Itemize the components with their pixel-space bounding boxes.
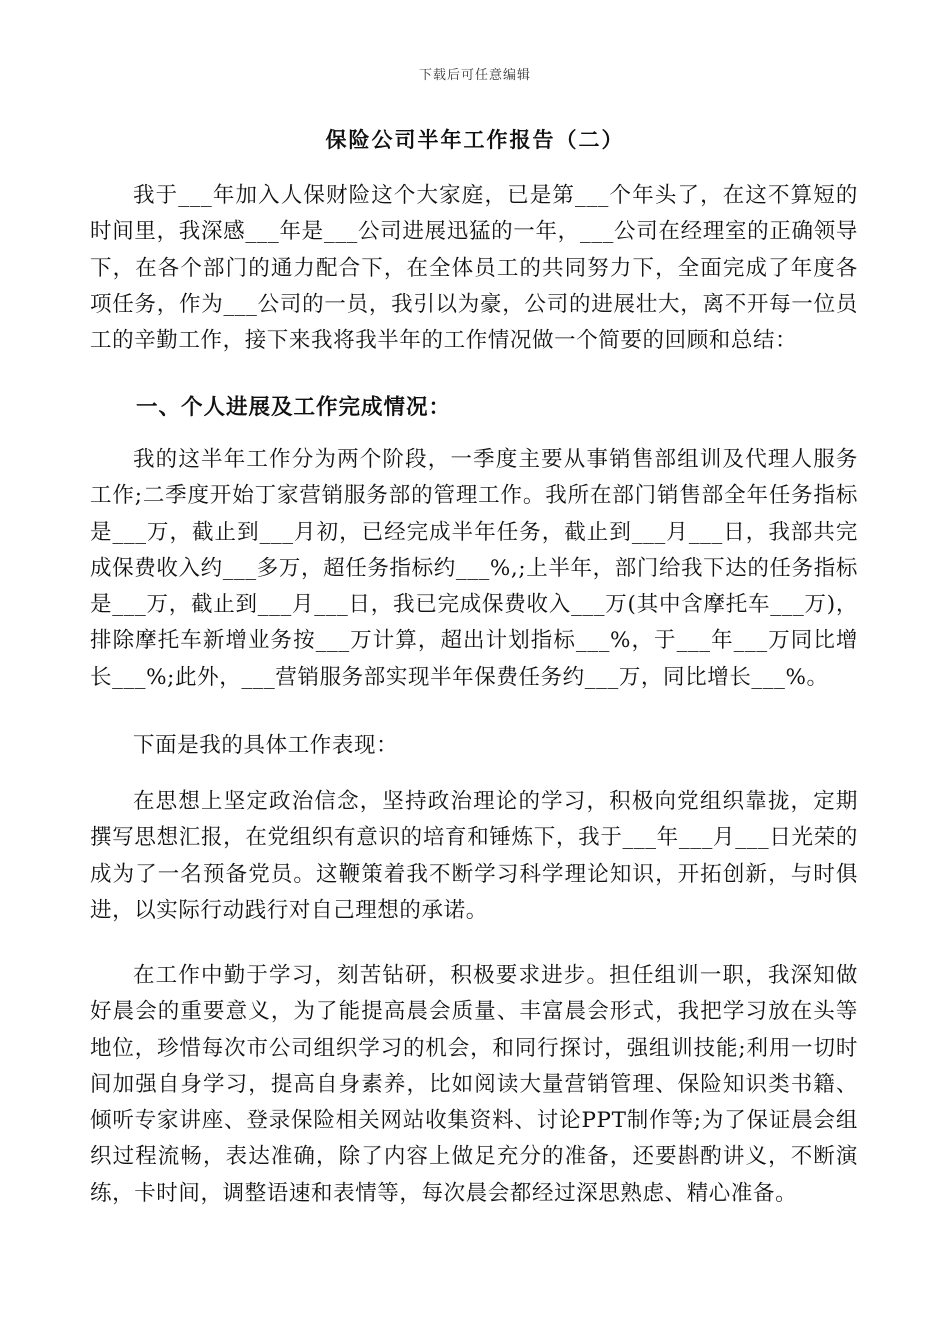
political-paragraph: 在思想上坚定政治信念，坚持政治理论的学习，积极向党组织靠拢，定期撰写思想汇报，在党组织有意识的培育和锤炼下，我于___年___月___日光荣的成为了一名预备党员。这鞭策着我不断学习科学理论知识，开拓创新，与时俱进，以实际行动践行对自己理想的承诺。 — [90, 789, 858, 923]
work-stages-paragraph: 我的这半年工作分为两个阶段，一季度主要从事销售部组训及代理人服务工作;二季度开始丁家营销服务部的管理工作。我所在部门销售部全年任务指标是___万，截止到___月初，已经完成半年任务，截止到___月___日，我部共完成保费收入约___多万，超任务指标约___%,;上半年，部门给我下达的任务指标是___万，截止到___月___日，我已完成保费收入___万(其中含摩托车___万)，排除摩托车新增业务按___万计算，超出计划指标___%，于___年___万同比增长___%;此外，___营销服务部实现半年保费任务约___万，同比增长___%。 — [90, 447, 858, 690]
study-paragraph: 在工作中勤于学习，刻苦钻研，积极要求进步。担任组训一职，我深知做好晨会的重要意义，为了能提高晨会质量、丰富晨会形式，我把学习放在头等地位，珍惜每次市公司组织学习的机会，和同行探讨，强组训技能;利用一切时间加强自身学习，提高自身素养，比如阅读大量营销管理、保险知识类书籍、倾听专家讲座、登录保险相关网站收集资料、讨论PPT制作等;为了保证晨会组织过程流畅，表达准确，除了内容上做足充分的准备，还要斟酌讲义，不断演练，卡时间，调整语速和表情等，每次晨会都经过深思熟虑、精心准备。 — [90, 963, 858, 1206]
section-heading: 一、个人进展及工作完成情况： — [136, 395, 452, 420]
header-note: 下载后可任意编辑 — [418, 68, 531, 83]
performance-intro-paragraph: 下面是我的具体工作表现： — [133, 733, 399, 758]
intro-paragraph: 我于___年加入人保财险这个大家庭，已是第___个年头了，在这不算短的时间里，我深感___年是___公司进展迅猛的一年，___公司在经理室的正确领导下，在各个部门的通力配合下，在全体员工的共同努力下，全面完成了年度各项任务，作为___公司的一员，我引以为豪，公司的进展壮大，离不开每一位员工的辛勤工作，接下来我将我半年的工作情况做一个简要的回顾和总结： — [90, 183, 858, 354]
document-title: 保险公司半年工作报告（二） — [325, 127, 625, 152]
